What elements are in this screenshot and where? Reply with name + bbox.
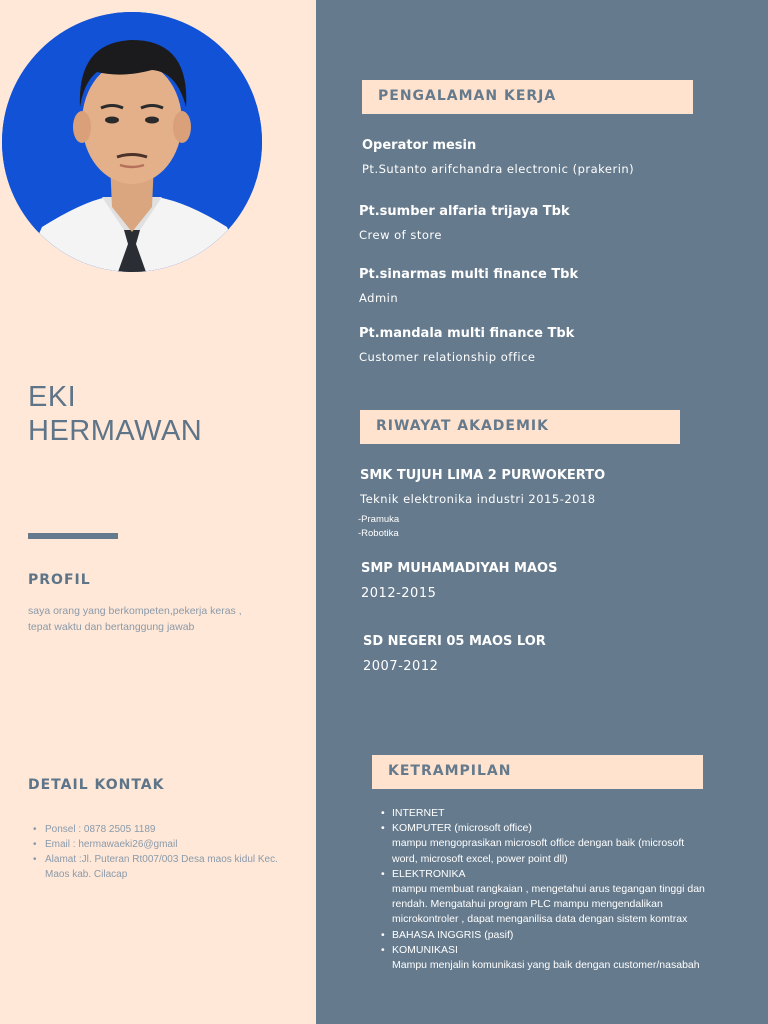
job-title: Pt.sumber alfaria trijaya Tbk [359, 204, 570, 219]
job-title: Pt.sinarmas multi finance Tbk [359, 267, 579, 282]
skill-detail: mampu mengoprasikan microsoft office dengan baik (microsoft word, microsoft excel, power point dll) [392, 837, 685, 865]
skill-item [381, 943, 711, 973]
kontak-phone: • Ponsel : 0878 2505 1189 [33, 822, 283, 837]
job-role: Customer relationship office [359, 350, 536, 364]
skill-item [381, 806, 711, 821]
first-name: EKI [28, 381, 77, 413]
kontak-heading: DETAIL KONTAK [28, 777, 165, 793]
kontak-list [33, 822, 283, 882]
job-title: Pt.mandala multi finance Tbk [359, 326, 575, 341]
keterampilan-heading: KETRAMPILAN [388, 763, 512, 779]
profile-photo [2, 12, 262, 272]
skill-label: KOMPUTER (microsoft office) [392, 822, 532, 835]
akademik-heading-box [360, 410, 680, 444]
akademik-heading: RIWAYAT AKADEMIK [376, 418, 549, 434]
school-note: -Pramuka [358, 514, 400, 525]
school-name: SMK TUJUH LIMA 2 PURWOKERTO [360, 468, 606, 483]
job-role: Admin [359, 291, 399, 305]
skill-item [381, 928, 711, 943]
skill-label: INTERNET [392, 807, 445, 819]
profil-heading: PROFIL [28, 572, 91, 588]
kontak-email: • Email : hermawaeki26@gmail [33, 837, 283, 852]
school-program: Teknik elektronika industri 2015-2018 [360, 492, 596, 506]
profil-text: saya orang yang berkompeten,pekerja keras , tepat waktu dan bertanggung jawab [28, 605, 242, 633]
skill-detail: Mampu menjalin komunikasi yang baik dengan customer/nasabah [392, 959, 700, 972]
skills-list [381, 806, 711, 973]
job-title: Operator mesin [362, 138, 477, 153]
skill-label: KOMUNIKASI [392, 943, 458, 956]
school-note: -Robotika [358, 528, 399, 539]
skill-detail: mampu membuat rangkaian , mengetahui arus tegangan tinggi dan rendah. Mengatahui program PLC mampu mengendalikan microkontroler , dapat menganilisa data dengan sistem komtrax [392, 883, 705, 926]
skill-label: BAHASA INGGRIS (pasif) [392, 928, 514, 941]
full-name [28, 380, 202, 448]
keterampilan-heading-box [372, 755, 703, 789]
last-name: HERMAWAN [28, 415, 203, 447]
skill-item [381, 867, 711, 928]
pengalaman-heading: PENGALAMAN KERJA [378, 88, 557, 104]
job-role: Crew of store [359, 228, 442, 242]
kontak-address: • Alamat :Jl. Puteran Rt007/003 Desa maos kidul Kec. Maos kab. Cilacap [33, 852, 283, 882]
school-name: SMP MUHAMADIYAH MAOS [361, 561, 558, 576]
name-divider [28, 533, 118, 539]
person-portrait-icon [2, 12, 262, 272]
skill-item [381, 821, 711, 867]
skill-label: ELEKTRONIKA [392, 867, 466, 880]
school-name: SD NEGERI 05 MAOS LOR [363, 634, 546, 649]
school-years: 2012-2015 [361, 586, 437, 601]
pengalaman-heading-box [362, 80, 693, 114]
job-company: Pt.Sutanto arifchandra electronic (prakerin) [362, 162, 635, 176]
school-years: 2007-2012 [363, 659, 439, 674]
